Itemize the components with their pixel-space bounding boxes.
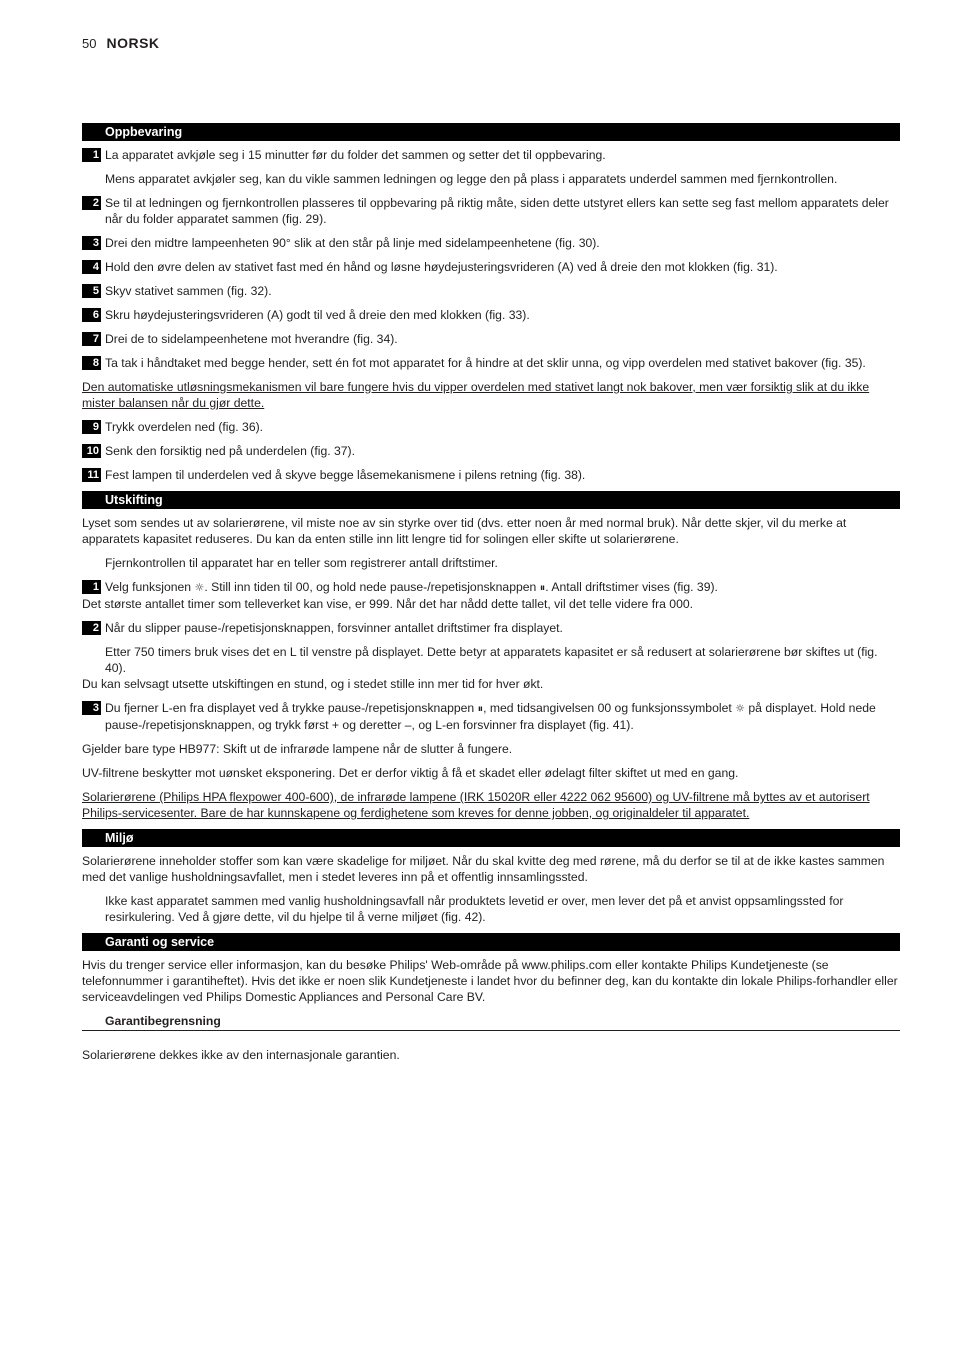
step-number: 3 — [82, 701, 101, 715]
step-text: Skyv stativet sammen (fig. 32). — [105, 284, 272, 298]
step-number: 5 — [82, 284, 101, 298]
environment-paragraph-2: Ikke kast apparatet sammen med vanlig husholdningsavfall når produktets levetid er over, men lever det på et anvist oppsamlingssted for resirkulering. Ved å gjøre dette, vil du hjelpe til å verne miljøet (fig. 42). — [105, 894, 844, 924]
storage-step-4 — [82, 259, 900, 275]
step-number: 1 — [82, 580, 101, 594]
step-text-b: , med tidsangivelsen 00 og funksjonssymbolet — [483, 701, 732, 715]
section-heading-warranty: Garanti og service — [82, 933, 900, 951]
step-text: Trykk overdelen ned (fig. 36). — [105, 420, 264, 434]
step-text: La apparatet avkjøle seg i 15 minutter før du folder det sammen og setter det til oppbevaring. — [105, 148, 606, 162]
step-text: Hold den øvre delen av stativet fast med én hånd og løsne høydejusteringsvrideren (A) ved å dreie den mot klokken (fig. 31). — [105, 260, 778, 274]
step-text-a: Velg funksjonen — [105, 580, 192, 594]
replacement-step-2-note2: Du kan selvsagt utsette utskiftingen en stund, og i stedet stille inn mer tid for hver økt. — [82, 677, 544, 691]
replacement-uv-note: UV-filtrene beskytter mot uønsket eksponering. Det er derfor viktig å få et skadet eller ødelagt filter skiftet ut med en gang. — [82, 766, 739, 780]
warranty-subheading: Garantibegrensning — [82, 1013, 900, 1031]
storage-step-2 — [82, 195, 900, 227]
replacement-step-2 — [82, 620, 900, 636]
step-text: Ta tak i håndtaket med begge hender, sett én fot mot apparatet for å hindre at det sklir unna, og vipp overdelen med stativet bakover (fig. 35). — [105, 356, 866, 370]
language-label: NORSK — [106, 35, 160, 51]
storage-step-5 — [82, 283, 900, 299]
replacement-step-2-note: Etter 750 timers bruk vises det en L til venstre på displayet. Dette betyr at apparatets kapasitet er så redusert at solarierørene bør skiftes ut (fig. 40). — [105, 645, 878, 675]
step-number: 4 — [82, 260, 101, 274]
replacement-hb977-note: Gjelder bare type HB977: Skift ut de infrarøde lampene når de slutter å fungere. — [82, 742, 513, 756]
step-number: 8 — [82, 356, 101, 370]
storage-step-1 — [82, 147, 900, 163]
page-number: 50 — [82, 36, 97, 51]
section-heading-storage: Oppbevaring — [82, 123, 900, 141]
step-text: Senk den forsiktig ned på underdelen (fig. 37). — [105, 444, 356, 458]
step-number: 6 — [82, 308, 101, 322]
storage-step-8 — [82, 355, 900, 371]
step-text: Se til at ledningen og fjernkontrollen plasseres til oppbevaring på riktig måte, siden dette utstyret ellers kan sette seg fast mellom apparatets deler når du folder apparatet sammen (fig. 29). — [105, 196, 889, 226]
sun-icon: ☼ — [194, 581, 205, 594]
pause-icon: ⏸︎ — [477, 702, 484, 715]
section-heading-environment: Miljø — [82, 829, 900, 847]
storage-step-7 — [82, 331, 900, 347]
step-text-c: på displayet. Hold nede pause-/repetisjonsknappen, og trykk først + og deretter –, og L-en forsvinner fra displayet (fig. 41). — [105, 701, 876, 732]
page-header — [82, 35, 160, 51]
storage-warning: Den automatiske utløsningsmekanismen vil bare fungere hvis du vipper overdelen med stativet langt nok bakover, men vær forsiktig slik at du ikke mister balansen når du gjør dette. — [82, 380, 870, 410]
step-number: 9 — [82, 420, 101, 434]
step-number: 7 — [82, 332, 101, 346]
sun-icon: ☼ — [735, 702, 746, 715]
storage-step-1-note: Mens apparatet avkjøler seg, kan du vikle sammen ledningen og legge den på plass i apparatets underdel sammen med fjernkontrollen. — [105, 172, 838, 186]
storage-step-6 — [82, 307, 900, 323]
step-number: 3 — [82, 236, 101, 250]
replacement-step-3 — [82, 700, 900, 733]
step-text: Fest lampen til underdelen ved å skyve begge låsemekanismene i pilens retning (fig. 38). — [105, 468, 586, 482]
step-number: 2 — [82, 621, 101, 635]
step-number: 1 — [82, 148, 101, 162]
replacement-intro: Lyset som sendes ut av solarierørene, vil miste noe av sin styrke over tid (dvs. etter noen år med normal bruk). Når dette skjer, vil du merke at apparatets kapasitet reduseres. Du kan da enten stille inn litt lengre tid for solingen eller skifte ut solarierørene. — [82, 516, 847, 546]
step-text-b: . Still inn tiden til 00, og hold nede pause-/repetisjonsknappen — [204, 580, 537, 594]
storage-step-3 — [82, 235, 900, 251]
environment-paragraph-1: Solarierørene inneholder stoffer som kan være skadelige for miljøet. Når du skal kvitte deg med rørene, må du derfor se til at de ikke kastes sammen med det vanlige husholdningsavfallet, men i stedet leveres inn på et offentlig innsamlingssted. — [82, 854, 885, 884]
replacement-step-1-note: Det største antallet timer som telleverket kan vise, er 999. Når det har nådd dette tallet, vil det telle videre fra 000. — [82, 597, 694, 611]
replacement-counter-note: Fjernkontrollen til apparatet har en teller som registrerer antall driftstimer. — [105, 556, 498, 570]
step-text: Når du slipper pause-/repetisjonsknappen, forsvinner antallet driftstimer fra displayet. — [105, 621, 563, 635]
section-heading-replacement: Utskifting — [82, 491, 900, 509]
warranty-paragraph-1: Hvis du trenger service eller informasjon, kan du besøke Philips' Web-område på www.philips.com eller kontakte Philips Kundetjeneste (se telefonnummer i garantiheftet). Hvis det ikke er noen slik Kundetjeneste i landet hvor du befinner deg, kan du kontakte din lokale Philips-forhandler eller serviceavdelingen ved Philips Domestic Appliances and Personal Care BV. — [82, 958, 898, 1004]
step-text: Skru høydejusteringsvrideren (A) godt til ved å dreie den med klokken (fig. 33). — [105, 308, 530, 322]
step-text-c: . Antall driftstimer vises (fig. 39). — [545, 580, 718, 594]
step-number: 2 — [82, 196, 101, 210]
step-text: Drei den midtre lampeenheten 90° slik at den står på linje med sidelampeenhetene (fig. 30). — [105, 236, 600, 250]
step-text-a: Du fjerner L-en fra displayet ved å trykke pause-/repetisjonsknappen — [105, 701, 475, 715]
replacement-step-1 — [82, 579, 900, 596]
page-content — [82, 123, 900, 1071]
warranty-paragraph-2: Solarierørene dekkes ikke av den internasjonale garantien. — [82, 1048, 400, 1062]
storage-step-9 — [82, 419, 900, 435]
step-number: 10 — [82, 444, 101, 458]
replacement-warning: Solarierørene (Philips HPA flexpower 400-600), de infrarøde lampene (IRK 15020R eller 4222 062 95600) og UV-filtrene må byttes av et autorisert Philips-servicesenter. Bare de har kunnskapene og ferdighetene som kreves for denne jobben, og originaldeler til apparatet. — [82, 790, 870, 820]
storage-step-11 — [82, 467, 900, 483]
storage-step-10 — [82, 443, 900, 459]
pause-icon: ⏸︎ — [539, 581, 546, 594]
step-number: 11 — [82, 468, 101, 482]
step-text: Drei de to sidelampeenhetene mot hverandre (fig. 34). — [105, 332, 398, 346]
